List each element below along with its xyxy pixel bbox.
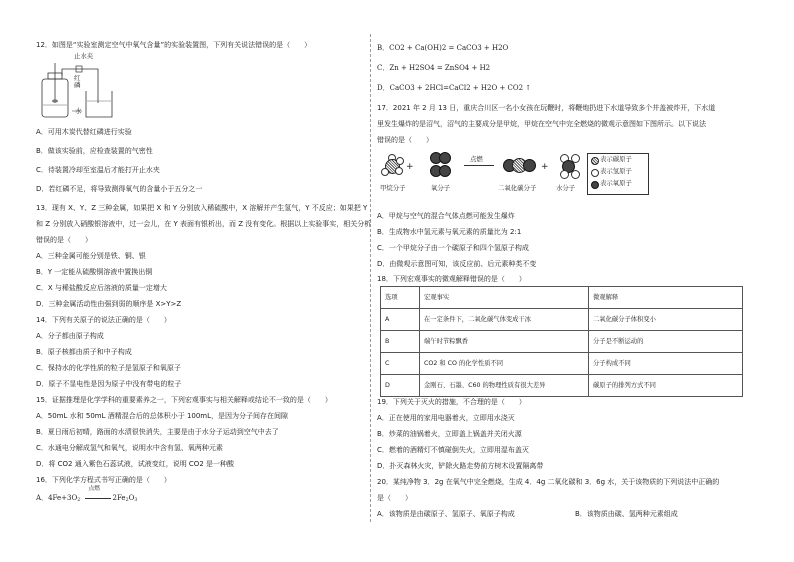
q14-option-c: C．保持水的化学性质的粒子是氢原子和氧原子 <box>36 364 181 372</box>
q16-a-product: 2Fe <box>112 494 126 502</box>
q16-a-label: A． <box>36 494 49 502</box>
row-c-option: C <box>381 353 420 375</box>
water-h2 <box>571 154 580 163</box>
q16-a-product-o: O <box>128 494 135 502</box>
row-d-option: D <box>381 375 420 397</box>
q12-stem: 12．如图是“实验室测定空气中氧气含量”的实验装置图，下列有关说法错误的是（ ） <box>36 41 312 49</box>
plus-1: + <box>406 162 414 172</box>
legend-oxygen-text: 表示氧原子 <box>600 179 632 187</box>
oxygen-o4 <box>439 165 451 177</box>
row-c-explanation: 分子构成不同 <box>589 353 743 375</box>
q17-stem-line3: 错误的是（ ） <box>377 136 433 144</box>
q17-option-a: A．甲烷与空气的混合气体点燃可能发生爆炸 <box>377 212 515 220</box>
q14-stem: 14．下列有关原子的说法正确的是（ ） <box>36 316 171 324</box>
methane-label: 甲烷分子 <box>380 184 406 192</box>
methane-h3 <box>395 167 403 175</box>
q15-option-d: D．将 CO2 通入紫色石蕊试液，试液变红，说明 CO2 是一种酸 <box>36 460 234 468</box>
q13-option-c: C．X 与稀盐酸反应后溶液的质量一定增大 <box>36 284 167 292</box>
water-label: 水 <box>75 107 82 115</box>
q13-stem-line2: 和 Z 分别放入硝酸银溶液中，过一会儿，在 Y 表面有银析出，而 Z 没有变化。根据以上实验事实，相关分析 <box>36 220 372 228</box>
q16-a-sub2: 2 <box>125 498 129 503</box>
column-divider <box>370 34 371 522</box>
q16-a-sub3: 3 <box>134 498 138 503</box>
q16-a-reactants: 4Fe+3O <box>48 494 78 502</box>
water-h3 <box>560 170 569 179</box>
row-a-fact: 在一定条件下，二氧化碳气体变成干冰 <box>420 309 589 331</box>
oxygen-label: 氧分子 <box>431 184 451 192</box>
q20-option-a: A．该物质是由碳原子、氢原子、氧原子构成 <box>377 510 515 518</box>
water-h4 <box>571 170 580 179</box>
q16-stem: 16．下列化学方程式书写正确的是（ ） <box>36 476 171 484</box>
atom-legend <box>587 153 649 195</box>
q20-stem-line2: 是（ ） <box>377 494 412 502</box>
header-explanation: 微观解释 <box>589 287 743 309</box>
q20-option-b: B．该物质由碳、氢两种元素组成 <box>575 510 678 518</box>
table-row <box>381 309 743 331</box>
header-option: 选项 <box>381 287 420 309</box>
q12-option-d: D．若红磷不足，将导致测得氧气的含量小于五分之一 <box>36 185 203 193</box>
reaction-diagram <box>378 152 588 198</box>
q13-stem-line3: 错误的是（ ） <box>36 236 92 244</box>
row-b-option: B <box>381 331 420 353</box>
row-d-explanation: 碳原子的排列方式不同 <box>589 375 743 397</box>
methane-h4 <box>396 157 404 165</box>
q13-option-d: D．三种金属活动性由强到弱的顺序是 X>Y>Z <box>36 300 182 308</box>
co2-label: 二氧化碳分子 <box>498 184 537 192</box>
q19-option-d: D．扑灭森林火灾，铲除火路走势前方树木设置隔离带 <box>377 462 544 470</box>
clamp-label: 止水夹 <box>74 52 94 60</box>
q13-option-b: B．Y 一定能从硫酸铜溶液中置换出铜 <box>36 268 153 276</box>
q17-option-c: C．一个甲烷分子由一个碳原子和四个氢原子构成 <box>377 244 529 252</box>
reaction-arrow <box>464 165 494 166</box>
experiment-apparatus-diagram <box>36 52 126 123</box>
table-header-row <box>381 287 743 309</box>
q15-option-a: A．50mL 水和 50mL 酒精混合后的总体积小于 100mL，是因为分子间存在间隙 <box>36 412 289 420</box>
q20-stem-line1: 20．某纯净物 3．2g 在氧气中完全燃烧，生成 4．4g 二氧化碳和 3．6g 水，关于该物质的下列说法中正确的 <box>377 478 720 486</box>
q16-option-d: D．CaCO3 + 2HCl=CaCl2 + H2O + CO2 ↑ <box>377 84 532 92</box>
q12-option-a: A．可用木炭代替红磷进行实验 <box>36 128 132 136</box>
q16-a-sub1: 2 <box>77 498 81 503</box>
row-a-option: A <box>381 309 420 331</box>
q19-option-c: C．燃着的酒精灯不慎碰倒失火，立即用湿布盖灭 <box>377 446 529 454</box>
row-a-explanation: 二氧化碳分子体积变小 <box>589 309 743 331</box>
table-row <box>381 353 743 375</box>
q16-option-a <box>36 486 138 503</box>
co2-o2 <box>523 159 536 172</box>
q12-option-b: B．做该实验前，应检查装置的气密性 <box>36 147 153 155</box>
q15-stem: 15．证据推理是化学学科的重要素养之一，下列宏观事实与相关解释或结论不一致的是（ ） <box>36 396 332 404</box>
q18-stem: 18．下列宏观事实的微观解释错误的是（ ） <box>377 275 526 283</box>
q15-option-c: C．水通电分解成氢气和氧气，说明水中含有氢、氧两种元素 <box>36 444 223 452</box>
legend-carbon-text: 表示碳原子 <box>600 155 632 163</box>
q18-table <box>380 286 743 397</box>
methane-h2 <box>381 168 389 176</box>
q14-option-a: A．分子都由原子构成 <box>36 332 104 340</box>
q17-option-d: D．由微观示意图可知，该反应前、后元素种类不变 <box>377 260 537 268</box>
q16-a-condition: 点燃 <box>88 486 101 492</box>
oxygen-o2 <box>439 152 451 164</box>
legend-oxygen <box>591 180 647 190</box>
q17-option-b: B．生成物水中氢元素与氧元素的质量比为 2:1 <box>377 228 522 236</box>
q16-option-b: B．CO2 + Ca(OH)2 = CaCO3 + H2O <box>377 44 509 52</box>
legend-hydrogen-text: 表示氢原子 <box>600 167 632 175</box>
header-fact: 宏观事实 <box>420 287 589 309</box>
legend-hydrogen <box>591 168 647 178</box>
reaction-condition: 点燃 <box>470 155 483 163</box>
q13-option-a: A．三种金属可能分别是铁、铜、银 <box>36 252 146 260</box>
q13-stem-line1: 13．现有 X、Y、Z 三种金属，如果把 X 和 Y 分别放入稀硫酸中，X 溶解并产生氢气，Y 不反应；如果把 Y <box>36 204 368 212</box>
q14-option-b: B．原子核都由质子和中子构成 <box>36 348 132 356</box>
phosphorus-label: 红磷 <box>74 74 81 90</box>
row-b-fact: 端午时节粽飘香 <box>420 331 589 353</box>
q16-a-arrow <box>85 498 111 499</box>
q16-option-c: C．Zn + H2SO4 = ZnSO4 + H2 <box>377 64 491 72</box>
q19-option-b: B．炒菜的油锅着火，立即盖上锅盖并关闭火源 <box>377 430 522 438</box>
plus-2: + <box>541 162 549 172</box>
hydrogen-swatch <box>591 169 599 177</box>
q17-stem-line1: 17．2021 年 2 月 13 日，重庆合川区一名小女孩在玩鞭时，将鞭炮扔进下水道导致多个井盖被炸开，下水道 <box>377 104 716 112</box>
carbon-swatch <box>591 157 599 165</box>
table-row <box>381 375 743 397</box>
q19-option-a: A．正在使用的家用电器着火，立即用水浇灭 <box>377 414 515 422</box>
row-b-explanation: 分子是不断运动的 <box>589 331 743 353</box>
table-row <box>381 331 743 353</box>
row-c-fact: CO2 和 CO 的化学性质不同 <box>420 353 589 375</box>
q15-option-b: B．夏日雨后初晴，路面的水渍很快消失，主要是由于水分子运动到空气中去了 <box>36 428 279 436</box>
row-d-fact: 金刚石、石墨、C60 的物理性质有很大差异 <box>420 375 589 397</box>
q17-stem-line2: 里发生爆炸的是沼气，沼气的主要成分是甲烷，甲烷在空气中完全燃烧的微观示意图如下图所示。以下说法 <box>377 120 706 128</box>
q14-option-d: D．原子不显电性是因为原子中没有带电的粒子 <box>36 380 182 388</box>
oxygen-swatch <box>591 181 599 189</box>
q19-stem: 19．下列关于灭火的措施，不合理的是（ ） <box>377 398 526 406</box>
legend-carbon <box>591 156 647 166</box>
q12-option-c: C．待装置冷却至室温后才能打开止水夹 <box>36 166 160 174</box>
water-molecule-label: 水分子 <box>556 184 576 192</box>
